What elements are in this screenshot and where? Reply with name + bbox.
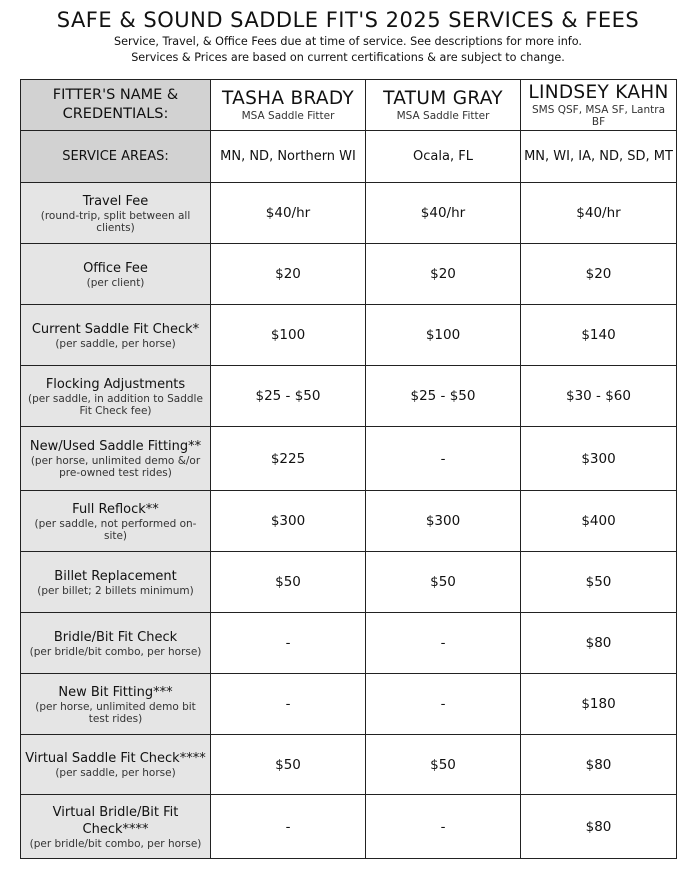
service-areas-header: SERVICE AREAS: xyxy=(21,131,211,183)
price-cell: $20 xyxy=(521,244,677,305)
service-label xyxy=(21,366,211,427)
service-row-travel-fee xyxy=(21,183,677,244)
price-cell: $50 xyxy=(211,552,366,613)
service-name: New/Used Saddle Fitting** xyxy=(29,439,202,454)
service-label xyxy=(21,735,211,795)
fees-table xyxy=(20,79,677,859)
price-cell: $300 xyxy=(366,491,521,552)
price-cell: $80 xyxy=(521,613,677,674)
fitter-name: TASHA BRADY xyxy=(222,88,354,109)
price-cell: $50 xyxy=(521,552,677,613)
page-header xyxy=(0,6,696,66)
fitter-cell-gray xyxy=(366,80,521,131)
price-cell: - xyxy=(211,674,366,735)
service-note: (round-trip, split between all clients) xyxy=(40,209,191,234)
price-cell: $40/hr xyxy=(521,183,677,244)
price-cell: - xyxy=(366,613,521,674)
service-row-billet xyxy=(21,552,677,613)
service-label xyxy=(21,427,211,491)
fitter-name: LINDSEY KAHN xyxy=(528,82,669,103)
service-name: Current Saddle Fit Check* xyxy=(31,321,200,337)
service-row-saddle-fit-check xyxy=(21,305,677,366)
service-name: Billet Replacement xyxy=(54,568,177,584)
price-cell: $40/hr xyxy=(211,183,366,244)
fitter-credentials: SMS QSF, MSA SF, Lantra BF xyxy=(532,104,665,128)
service-name: Travel Fee xyxy=(82,193,149,209)
price-cell: $100 xyxy=(211,305,366,366)
price-cell: $40/hr xyxy=(366,183,521,244)
service-label xyxy=(21,183,211,244)
price-cell: $300 xyxy=(211,491,366,552)
fitter-credentials: MSA Saddle Fitter xyxy=(396,110,490,122)
service-label xyxy=(21,795,211,859)
price-cell: $80 xyxy=(521,795,677,859)
price-cell: $300 xyxy=(521,427,677,491)
service-note: (per bridle/bit combo, per horse) xyxy=(29,837,202,850)
service-name: New Bit Fitting*** xyxy=(58,684,173,700)
service-name: Flocking Adjustments xyxy=(45,376,186,392)
fitter-cell-kahn xyxy=(521,80,677,131)
service-area-cell: MN, ND, Northern WI xyxy=(211,131,366,183)
service-label xyxy=(21,491,211,552)
service-label xyxy=(21,674,211,735)
service-note: (per saddle, in addition to Saddle Fit Check fee) xyxy=(28,392,203,417)
fitter-credentials: MSA Saddle Fitter xyxy=(241,110,335,122)
service-row-virtual-saddle xyxy=(21,735,677,795)
service-label xyxy=(21,613,211,674)
price-cell: $100 xyxy=(366,305,521,366)
service-note: (per bridle/bit combo, per horse) xyxy=(29,645,202,658)
page-title: SAFE & SOUND SADDLE FIT'S 2025 SERVICES & FEES xyxy=(56,8,640,32)
service-row-bridle-bit-fit xyxy=(21,613,677,674)
service-area-cell: MN, WI, IA, ND, SD, MT xyxy=(521,131,677,183)
service-note: (per saddle, per horse) xyxy=(55,337,176,350)
service-name: Virtual Saddle Fit Check**** xyxy=(25,751,206,766)
service-row-office-fee xyxy=(21,244,677,305)
fitter-cell-brady xyxy=(211,80,366,131)
service-label xyxy=(21,552,211,613)
price-cell: $20 xyxy=(211,244,366,305)
price-cell: - xyxy=(366,427,521,491)
price-cell: - xyxy=(366,674,521,735)
service-note: (per horse, unlimited demo bit test rides) xyxy=(35,700,196,725)
service-row-virtual-bridle xyxy=(21,795,677,859)
price-cell: - xyxy=(211,795,366,859)
price-cell: $50 xyxy=(211,735,366,795)
subtitle-line-2: Services & Prices are based on current certifications & are subject to change. xyxy=(131,51,565,64)
service-note: (per saddle, not performed on-site) xyxy=(34,517,197,542)
service-note: (per billet; 2 billets minimum) xyxy=(37,584,194,597)
service-name: Bridle/Bit Fit Check xyxy=(53,629,178,645)
price-cell: $50 xyxy=(366,735,521,795)
fitter-name-row xyxy=(21,80,677,131)
service-note: (per horse, unlimited demo &/or pre-owned test rides) xyxy=(30,455,201,479)
price-cell: $225 xyxy=(211,427,366,491)
fitter-name-header: FITTER'S NAME & CREDENTIALS: xyxy=(21,80,211,131)
service-note: (per client) xyxy=(86,276,145,289)
price-cell: - xyxy=(211,613,366,674)
service-areas-row xyxy=(21,131,677,183)
price-cell: $20 xyxy=(366,244,521,305)
price-cell: - xyxy=(366,795,521,859)
price-cell: $25 - $50 xyxy=(366,366,521,427)
service-row-saddle-fitting xyxy=(21,427,677,491)
service-note: (per saddle, per horse) xyxy=(55,767,176,779)
price-cell: $80 xyxy=(521,735,677,795)
service-label xyxy=(21,244,211,305)
fitter-name: TATUM GRAY xyxy=(383,88,503,109)
service-row-flocking xyxy=(21,366,677,427)
service-name: Office Fee xyxy=(83,260,148,276)
service-row-new-bit-fitting xyxy=(21,674,677,735)
service-name: Full Reflock** xyxy=(72,501,159,517)
service-row-full-reflock xyxy=(21,491,677,552)
price-cell: $400 xyxy=(521,491,677,552)
price-cell: $140 xyxy=(521,305,677,366)
subtitle-line-1: Service, Travel, & Office Fees due at time of service. See descriptions for more info. xyxy=(114,35,582,48)
service-area-cell: Ocala, FL xyxy=(366,131,521,183)
price-cell: $50 xyxy=(366,552,521,613)
price-cell: $180 xyxy=(521,674,677,735)
service-name: Virtual Bridle/Bit Fit Check**** xyxy=(52,804,179,837)
price-cell: $30 - $60 xyxy=(521,366,677,427)
service-label xyxy=(21,305,211,366)
price-cell: $25 - $50 xyxy=(211,366,366,427)
